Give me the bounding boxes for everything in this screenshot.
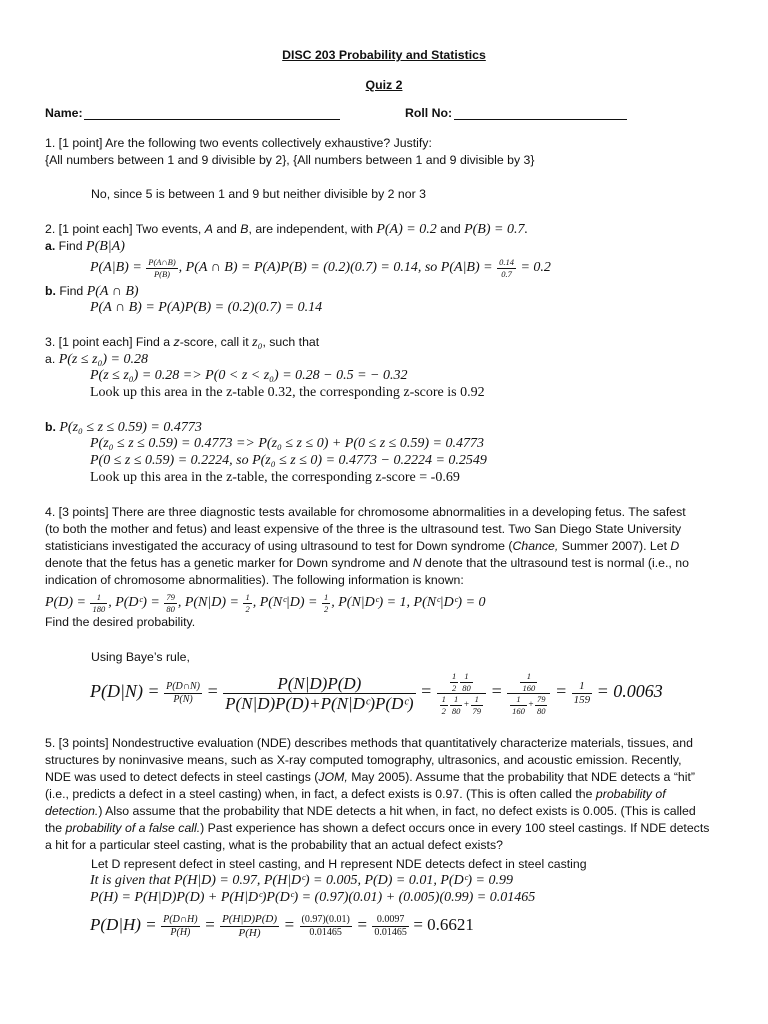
q4-given-pdc-den: 80: [166, 603, 175, 614]
q4-line-5: indication of chromosome abnormalities). The following information is known:: [45, 573, 464, 587]
q2b-prompt: [45, 283, 139, 300]
q2a-answer: [90, 258, 551, 278]
q2a-frac2-num: 0.14: [499, 257, 514, 267]
q3b-lookup: Look up this area in the z-table, the corresponding z-score = -0.69: [90, 470, 460, 485]
q3a-work: P(z ≤ z₀) = 0.28 => P(0 < z < z₀) = 0.28 − 0.5 = − 0.32: [90, 368, 408, 383]
q2a-ans-lhs: P(A|B) =: [90, 260, 142, 276]
q3-question-post: , such that: [262, 335, 320, 349]
q2b-label: b.: [45, 284, 56, 298]
q3a-label: a.: [45, 352, 56, 366]
q2a-frac1-den: P(B): [153, 268, 170, 279]
q2-pa: P(A) = 0.2: [376, 222, 437, 237]
q2b-expr: P(A ∩ B): [86, 284, 139, 299]
q4-frac3-den-b: [450, 695, 463, 715]
q5-result: = 0.6621: [413, 915, 474, 934]
quiz-course-title: DISC 203 Probability and Statistics: [282, 48, 486, 62]
q2a-frac1-num: P(A∩B): [148, 257, 176, 267]
q4-line-4: [45, 555, 689, 571]
roll-label: Roll No:: [405, 106, 453, 120]
q4-frac3-den-b-d: 80: [451, 705, 461, 716]
q4-line-3-mid: Summer 2007). Let: [558, 539, 671, 553]
q4-formula-lhs: P(D|N) =: [90, 681, 160, 701]
q4-given: [45, 593, 486, 613]
q4-frac4-den-a-n: 1: [510, 695, 527, 706]
q4-given-pnd: , P(N|D) =: [177, 595, 239, 611]
q4-frac5-den: 159: [573, 694, 591, 707]
q4-var-d: D: [670, 539, 680, 553]
q5-frac2-den: P(H): [238, 927, 261, 940]
q5-journal-jom: JOM,: [318, 770, 348, 784]
q5-line-3: [45, 769, 695, 785]
q2a-find: Find: [55, 239, 87, 253]
q3b-work-2: P(0 ≤ z ≤ 0.59) = 0.2224, so P(z₀ ≤ z ≤ 0) = 0.4773 − 0.2224 = 0.2549: [90, 453, 487, 468]
q4-frac4-den-b: [535, 695, 548, 715]
q4-frac4-den-b-d: 80: [536, 705, 546, 716]
q4-frac-3: [437, 672, 486, 715]
q4-frac3-num-a: [450, 672, 458, 692]
q4-frac3-den-c-d: 79: [472, 705, 481, 716]
q5-line-6-italic: probability of a false call.: [65, 821, 201, 835]
q2a-fraction-1: [146, 258, 177, 278]
q2-question-pre: 2. [1 point each] Two events,: [45, 222, 205, 236]
q4-frac3-den-c: [471, 695, 484, 715]
q4-frac-1: [164, 682, 202, 705]
q4-frac3-den-b-n: 1: [450, 695, 463, 706]
q4-given-pncd: , P(Nᶜ|D) =: [252, 595, 318, 611]
q2-event-a: A: [204, 222, 213, 236]
q3-question-z0: z₀: [252, 335, 263, 350]
quiz-number: Quiz 2: [365, 78, 403, 92]
q4-frac3-den-a: [440, 695, 448, 715]
q4-bayes-formula: [90, 663, 663, 719]
q4-frac3-num-a-n: 1: [451, 671, 457, 682]
q4-given-pncd-frac: [322, 593, 330, 613]
q5-bayes-formula: [90, 907, 474, 943]
q2a-prompt: [45, 238, 125, 255]
q1-events: {All numbers between 1 and 9 divisible by 2}, {All numbers between 1 and 9 divisible by 3}: [45, 153, 535, 167]
q4-frac2-num: P(N|D)P(D): [223, 675, 415, 694]
q5-line-5-italic: detection.: [45, 804, 99, 818]
q4-given-pncd-num: 1: [324, 592, 329, 602]
q5-line-4-italic: probability of: [595, 787, 666, 801]
q2-question-mid: , are independent, with: [248, 222, 377, 236]
q3b-label: b.: [45, 420, 56, 434]
q4-given-pd-frac: [90, 593, 107, 613]
q4-var-n: N: [412, 556, 422, 570]
q5-line-4: [45, 786, 666, 802]
q4-frac4-num-a: [520, 672, 537, 692]
q4-bayes-intro: Using Baye’s rule,: [91, 650, 190, 664]
q5-formula-lhs: P(D|H) =: [90, 915, 157, 934]
q4-frac1-den: P(N): [173, 694, 193, 706]
q3b-work-1: P(z₀ ≤ z ≤ 0.59) = 0.4773 => P(z₀ ≤ z ≤ 0) + P(0 ≤ z ≤ 0.59) = 0.4773: [90, 436, 484, 451]
q5-ph: P(H) = P(H|D)P(D) + P(H|Dᶜ)P(Dᶜ) = (0.97)(0.01) + (0.005)(0.99) = 0.01465: [90, 890, 536, 905]
q4-frac4-den-a: [510, 695, 527, 715]
q5-frac-4: [372, 915, 409, 938]
q4-eq-2: =: [420, 681, 433, 701]
q4-frac-4: [507, 672, 550, 715]
q4-frac3-den-a-n: 1: [441, 694, 446, 705]
q4-given-rest: , P(N|Dᶜ) = 1, P(Nᶜ|Dᶜ) = 0: [331, 595, 486, 611]
q4-frac4-den-a-d: 160: [512, 705, 525, 716]
q5-line-7: a hit for a particular steel casting, what is the probability that an actual defect exists?: [45, 838, 503, 852]
q5-frac1-den: P(H): [170, 927, 191, 939]
q4-frac1-num: P(D∩N): [166, 681, 200, 693]
q4-line-3-pre: statisticians investigated the accuracy of using ultrasound to test for Down syndrome (: [45, 539, 513, 553]
q4-given-pd-num: 1: [90, 593, 107, 604]
q3-question-pre: 3. [1 point each] Find a: [45, 335, 174, 349]
q4-eq-3: =: [490, 681, 503, 701]
q5-line-3-post: May 2005). Assume that the probability that NDE detects a “hit”: [347, 770, 695, 784]
q1-answer: No, since 5 is between 1 and 9 but neither divisible by 2 nor 3: [91, 187, 426, 201]
q4-given-pd-den: 180: [92, 603, 106, 614]
q3-question-mid: -score, call it: [179, 335, 253, 349]
q4-frac4-num-a-d: 160: [522, 682, 536, 693]
q4-journal-chance: Chance,: [512, 539, 559, 553]
q4-given-pnd-den: 2: [245, 603, 250, 614]
q5-line-5: [45, 803, 696, 819]
q4-result: = 0.0063: [596, 681, 663, 701]
q4-line-4-pre: denote that the fetus has a genetic marker for Down syndrome and: [45, 556, 413, 570]
q3b-expr: P(z₀ ≤ z ≤ 0.59) = 0.4773: [59, 420, 202, 435]
q3-question-z: z: [173, 335, 180, 349]
q5-frac3-den: 0.01465: [309, 927, 342, 939]
q4-line-1: 4. [3 points] There are three diagnostic tests available for chromosome abnormalities in a developing fetus. The safest: [45, 505, 686, 519]
q5-frac1-num: P(D∩H): [163, 914, 198, 926]
q3a-lookup: Look up this area in the z-table 0.32, the corresponding z-score is 0.92: [90, 385, 485, 400]
q4-given-pdc-num: 79: [166, 592, 175, 602]
q4-frac3-den-c-n: 1: [471, 695, 484, 706]
q2-event-b: B: [240, 222, 249, 236]
q2a-frac2-den: 0.7: [501, 268, 512, 279]
q4-find: Find the desired probability.: [45, 615, 196, 629]
q4-eq-1: =: [206, 681, 219, 701]
q5-frac4-den: 0.01465: [374, 927, 407, 939]
q4-line-4-post: denote that the ultrasound test is normal (i.e., no: [421, 556, 689, 570]
q2-question: [45, 221, 528, 238]
q5-line-6-post: ) Past experience has shown a defect occurs once in every 100 steel castings. If NDE detects: [200, 821, 710, 835]
roll-blank-line: [454, 119, 627, 120]
q4-given-pdc: , P(Dᶜ) =: [108, 595, 160, 611]
q3b-prompt: [45, 419, 202, 436]
q4-frac4-den: $\frac{1}{160}$ + $\frac{79}{80}$: [512, 694, 546, 716]
q5-line-6: [45, 820, 709, 836]
q5-frac-3: [300, 915, 352, 938]
q4-frac3-num-b-d: 80: [462, 682, 471, 693]
q5-line-3-pre: NDE was used to detect defects in steel castings (: [45, 770, 319, 784]
q2-and: and: [212, 222, 241, 236]
q2-and2: and: [436, 222, 465, 236]
q4-line-2: (to both the mother and fetus) and least expensive of the three is the ultrasound test. Two San Diego State University: [45, 522, 682, 536]
q2a-label: a.: [45, 239, 56, 253]
q2a-ans-result: = 0.2: [520, 260, 551, 276]
q5-line-5-post: ) Also assume that the probability that NDE detects a hit when, in fact, no defect exists is 0.005. (This is called: [98, 804, 696, 818]
q5-let: Let D represent defect in steel casting, and H represent NDE detects defect in steel casting: [91, 857, 587, 871]
q5-frac-2: [220, 914, 279, 939]
q4-eq-4: =: [554, 681, 568, 701]
q4-frac3-num: [437, 672, 486, 694]
q3a-prompt: [45, 351, 148, 368]
q4-given-pnd-num: 1: [245, 592, 250, 602]
q1-question: 1. [1 point] Are the following two events collectively exhaustive? Justify:: [45, 136, 432, 150]
q4-frac3-den: $\frac{1}{2}$ $\frac{1}{80}$ + $\frac{1}{79}$: [441, 694, 481, 716]
q4-frac3-den-a-d: 2: [441, 705, 446, 716]
q4-frac3-num-b-n: 1: [460, 672, 473, 683]
q4-frac3-num-b: [460, 672, 473, 692]
q5-line-1: 5. [3 points] Nondestructive evaluation (NDE) describes methods that quantitatively characterize materials, tissues, and: [45, 736, 693, 750]
q5-frac2-num: P(H|D)P(D): [222, 913, 278, 926]
q4-frac3-num-a-d: 2: [451, 682, 457, 693]
q4-given-pdc-frac: [164, 593, 177, 613]
q2b-find: Find: [55, 284, 87, 298]
q5-frac-1: [161, 915, 199, 938]
q5-given: It is given that P(H|D) = 0.97, P(H|Dᶜ) = 0.005, P(D) = 0.01, P(Dᶜ) = 0.99: [90, 873, 513, 888]
q4-line-3: [45, 538, 679, 554]
q4-frac5-num: 1: [572, 681, 593, 694]
q4-frac4-num-a-n: 1: [520, 672, 537, 683]
q5-frac3-num: (0.97)(0.01): [301, 914, 350, 926]
q4-given-pd: P(D) =: [45, 595, 86, 611]
q2b-answer: P(A ∩ B) = P(A)P(B) = (0.2)(0.7) = 0.14: [90, 300, 323, 315]
q5-frac4-num: 0.0097: [372, 915, 409, 927]
q4-frac2-den: P(N|D)P(D)+P(N|Dᶜ)P(Dᶜ): [225, 694, 414, 714]
q2-pb: P(B) = 0.7.: [464, 222, 528, 237]
q3-question: [45, 334, 319, 351]
q4-frac-5: [572, 681, 593, 706]
q4-frac-2: [223, 675, 415, 712]
q5-eq-2: =: [283, 915, 296, 934]
q5-line-2: structures by noninvasive means, such as X-ray computed tomography, ultrasonics, and acoustic emission. Recently,: [45, 753, 682, 767]
name-blank-line: [84, 119, 340, 120]
q2a-ans-mid: , P(A ∩ B) = P(A)P(B) = (0.2)(0.7) = 0.14, so P(A|B) =: [178, 260, 493, 276]
q4-given-pncd-den: 2: [324, 603, 329, 614]
q3a-expr: P(z ≤ z₀) = 0.28: [58, 352, 148, 367]
q5-line-6-pre: the: [45, 821, 66, 835]
q2a-fraction-2: [497, 258, 516, 278]
q4-given-pnd-frac: [243, 593, 251, 613]
q4-frac4-num: [507, 672, 550, 694]
q4-frac4-den-b-n: 79: [536, 694, 546, 705]
q5-eq-1: =: [204, 915, 216, 934]
name-label: Name:: [45, 106, 83, 120]
q5-line-4-pre: (i.e., predicts a defect in a steel casting) when, in fact, a defect exists is 0.97. (This is often called the: [45, 787, 596, 801]
q2a-expr: P(B|A): [86, 239, 125, 254]
q5-eq-3: =: [356, 915, 368, 934]
